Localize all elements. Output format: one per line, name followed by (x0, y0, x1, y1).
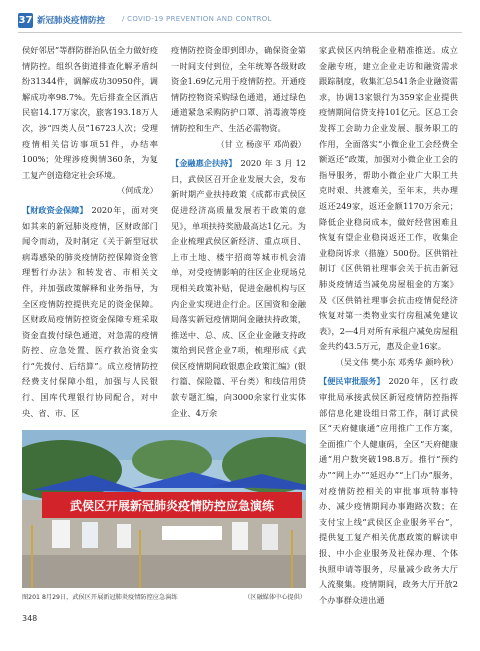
section-title-cn: 新冠肺炎疫情防控 (37, 16, 106, 26)
page-header (18, 10, 462, 33)
photo-caption (22, 592, 306, 601)
author-signature: （甘 立 杨彦平 邓尚毅） (216, 138, 306, 149)
caption-text: 图201 8月29日，武侯区开展新冠肺炎疫情防控应急演练 (22, 594, 178, 601)
section-title-en: / COVID-19 PREVENTION AND CONTROL (122, 15, 272, 23)
paragraph: 家武侯区内纳税企业精准推送。成立金融专班，建立企业走访和融资需求跟踪制度，收集汇总541条企业融资需求，协调13家银行为359家企业提供疫情期间信贷支持101亿元。区总工会发挥工会助力企业发展、服务职工的作用，全面落实“小微企业工会经费全额返还”政策，加强对小微企业工会的指导服务，帮助小微企业广大职工共克时艰、共渡难关，至年末，共办理返还249家，返还金额1170万余元；降低企业稳岗成本，做好经营困难且恢复有望企业稳岗返还工作，收集企业稳岗诉求（措施）500份。区供销社制订《区供销社理事会关于抗击新冠肺炎疫情适当减免房屋租金的方案》及《区供销社理事会抗击疫情促经济恢复对第一类物业实行房租减免建议表》，2—4月对所有承租户减免房屋租金共约43.5万元，惠及企业16家。 (319, 45, 458, 352)
section-heading: 【财政资金保障】 (22, 204, 88, 215)
page-number: 348 (22, 614, 38, 623)
section-heading: 【金融惠企扶持】 (171, 158, 237, 169)
photo-emergency-drill (22, 430, 306, 588)
paragraph: 疫情防控资金即到即办，确保资金第一时间支付到位，全年统筹各级财政资金1.69亿元用于疫情防控。开通疫情防控物资采购绿色通道，通过绿色通道紧急采购防护口罩、消毒液等疫情防控和生产、生活必需物资。 (171, 45, 306, 133)
text-column-2 (171, 43, 306, 421)
photo-illustration (22, 430, 306, 588)
paragraph-text: 2020年3月12日，武侯区召开企业发展大会，发布新时期产业扶持政策《成都市武侯区促进经济高质量发展若干政策的意见》，单项扶持奖励最高达1亿元。为企业梳理武侯区新经济、重点项目、上市土地、楼宇招商等城市机会清单，对受疫情影响的往区企业现场兑现相关政策补贴，促进金融机构与区内企业实现进企行企。区国资和金融局落实新冠疫情期间金融扶持政策，推送中、总、成、区企业金融支持政策给到民营企业7项，梳理形成《武侯区疫情期间政银惠企政策汇编》(银行篇、保险篇、平台类）和线信用贷款专题汇编，向3000余家行业实体企业、4万余 (171, 158, 306, 418)
paragraph (319, 374, 458, 608)
drill-banner-text: 武侯区开展新冠肺炎疫情防控应急演练 (69, 499, 275, 513)
paragraph (22, 203, 158, 421)
text-column-3 (319, 43, 458, 608)
paragraph: 侯好邻居”等群防群治队伍全力做好疫情防控。组织各街道排查化解矛盾纠纷31344件，调解成功30950件，调解成功率98.7%。先后排查全区酒店民宿14.17万家次，旅客193.18万人次，涉“四类人员”16723人次；受理疫情相关信访事项51件，办结率100%；处理涉疫舆情360条，为复工复产创造稳定社会环境。 (22, 45, 158, 180)
author-signature: （吴文伟 樊小东 邓秀华 颜吟秋） (335, 356, 458, 367)
paragraph-text: 2020年，面对突如其来的新冠肺炎疫情，区财政部门闻令而动，及时制定《关于新型冠状病毒感染的肺炎疫情防控保障资金管理暂行办法》和转发省、市相关文件，并加强政策解释和业务指导，为全区疫情防控提供充足的资金保障。区财政局疫情防控资金保障专班采取资金直拨付绿色通道，对急需的疫情防控、应急处置、医疗救治资金实行“先拨付、后结算”。成立疫情防控经费支付保障小组，加强与人民银行、国库代理银行协同配合，对中央、省、市、区 (22, 204, 158, 418)
section-heading: 【便民审批服务】 (319, 376, 385, 387)
paragraph-text: 2020年，区行政审批局承接武侯区新冠疫情防控指挥部信息化建设组日常工作，制订武侯区“天府健康通”应用推广工作方案，全面推广个人健康码，全区“天府健康通”用户数突破198.8万。推行“预约办”“网上办”“延迟办”“上门办”服务，对疫情防控相关的审批事项特事特办、减少疫情期间办事跑路次数；在支付宝上线“武侯区企业服务平台”，提供复工复产相关优惠政策的解读申报、中小企业服务及社保办理、个体执照申请等服务，尽量减少政务大厅人流聚集。疫情期间，政务大厅开放2个办事群众进出通 (319, 376, 458, 605)
caption-credit: （区融媒体中心提供） (244, 594, 306, 601)
author-signature: （何成龙） (117, 185, 158, 196)
text-column-1 (22, 43, 158, 421)
section-logo-icon: 37 (18, 15, 33, 26)
paragraph (171, 156, 306, 421)
